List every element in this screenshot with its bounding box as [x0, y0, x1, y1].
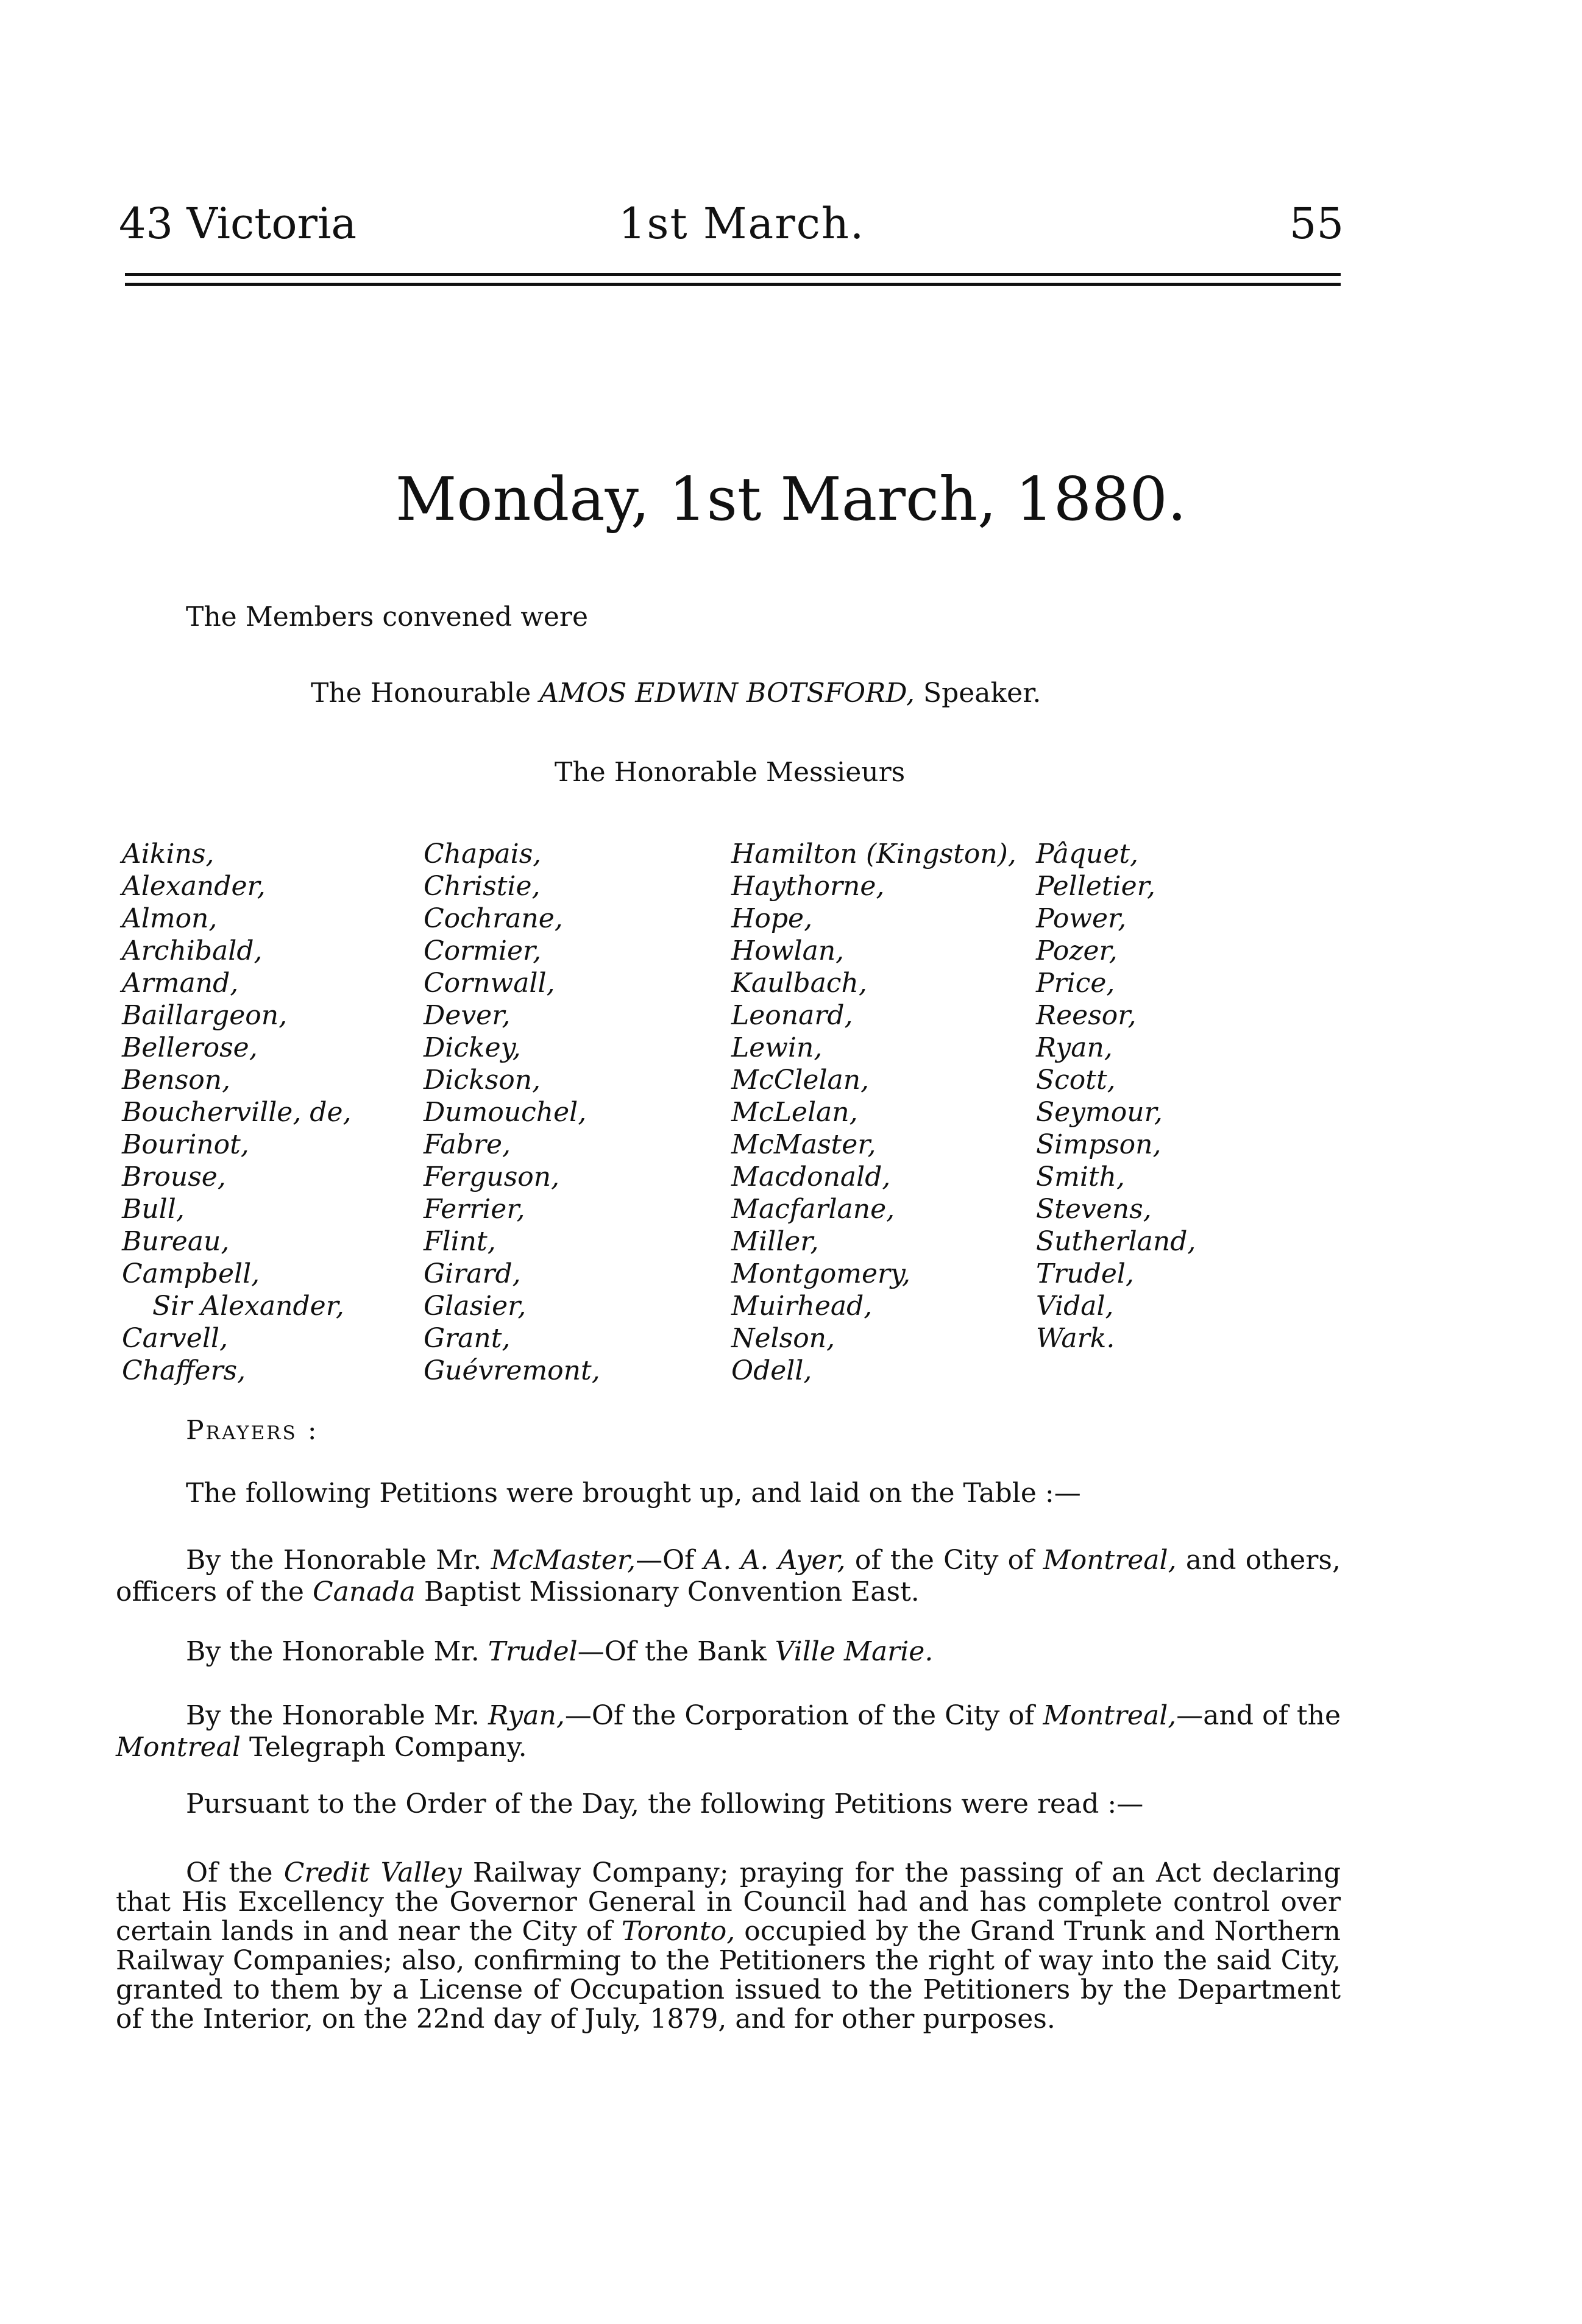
member-name: Pelletier, — [1036, 871, 1155, 902]
member-name: Flint, — [424, 1226, 496, 1257]
member-name: Guévremont, — [424, 1355, 600, 1386]
member-name: Girard, — [424, 1258, 521, 1289]
member-name: Aikins, — [122, 838, 215, 870]
member-name: Hamilton (Kingston), — [731, 838, 1016, 870]
petition-mcmaster — [116, 1545, 1341, 1608]
member-name: Nelson, — [731, 1323, 835, 1354]
member-name: Cornwall, — [424, 968, 555, 999]
members-column-2 — [424, 838, 600, 1387]
member-name: Pozer, — [1036, 935, 1118, 966]
speaker-prefix: The Honourable — [311, 678, 531, 709]
member-name: Price, — [1036, 968, 1115, 999]
messieurs-heading: The Honorable Messieurs — [555, 757, 906, 788]
member-name: Archibald, — [122, 935, 263, 966]
petition-text: —and of the — [1176, 1700, 1341, 1731]
convened-line: The Members convened were — [186, 601, 588, 632]
member-name: Macfarlane, — [731, 1194, 895, 1225]
member-name: Hope, — [731, 903, 813, 934]
petition-text: —Of the Bank — [577, 1636, 767, 1667]
petition-text: By the Honorable Mr. — [186, 1700, 480, 1731]
member-name: Ryan, — [1036, 1032, 1113, 1063]
senator-name: Ryan, — [488, 1700, 565, 1731]
petition-text: Railway Company; praying for the passing of an Act declaring that His Excellency the Governor General in Council had and has complete control over certain lands in and near the City of — [116, 1857, 1341, 1947]
member-name: Alexander, — [122, 871, 266, 902]
member-name: Brouse, — [122, 1161, 226, 1192]
member-name: Scott, — [1036, 1065, 1116, 1096]
member-name: Ferguson, — [424, 1161, 560, 1192]
company-name: Credit Valley — [283, 1857, 462, 1888]
member-name: Wark. — [1036, 1323, 1115, 1354]
member-name: Ferrier, — [424, 1194, 525, 1225]
member-name: Dickson, — [424, 1065, 541, 1096]
member-name: Cochrane, — [424, 903, 563, 934]
member-name: Fabre, — [424, 1129, 511, 1160]
petition-text: Telegraph Company. — [249, 1732, 527, 1763]
member-name: Pâquet, — [1036, 838, 1139, 870]
member-name: Kaulbach, — [731, 968, 867, 999]
member-name: Benson, — [122, 1065, 231, 1096]
member-name: Lewin, — [731, 1032, 823, 1063]
member-name: Bull, — [122, 1194, 185, 1225]
speaker-name: AMOS EDWIN BOTSFORD, — [539, 678, 915, 709]
bank-name: Ville Marie. — [775, 1636, 934, 1667]
members-column-1 — [122, 838, 352, 1387]
member-name: Miller, — [731, 1226, 819, 1257]
member-name: McClelan, — [731, 1065, 870, 1096]
member-name: Armand, — [122, 968, 239, 999]
petition-text: By the Honorable Mr. — [186, 1636, 480, 1667]
member-name: Macdonald, — [731, 1161, 891, 1192]
page-number: 55 — [1289, 199, 1344, 249]
petition-text: Of the — [186, 1857, 273, 1888]
member-name: Chaffers, — [122, 1355, 246, 1386]
prayers-heading: Prayers : — [186, 1415, 319, 1446]
members-column-4 — [1036, 838, 1196, 1355]
member-name: Dumouchel, — [424, 1097, 587, 1128]
member-name: Reesor, — [1036, 1000, 1137, 1031]
place-name: Canada — [312, 1576, 416, 1607]
petitioner-name: A. A. Ayer, — [703, 1545, 846, 1576]
place-name: Montreal, — [1043, 1545, 1177, 1576]
member-name: Leonard, — [731, 1000, 853, 1031]
header-date: 1st March. — [619, 199, 865, 249]
member-name: Christie, — [424, 871, 541, 902]
member-name: Bourinot, — [122, 1129, 249, 1160]
member-name: Glasier, — [424, 1291, 527, 1322]
member-name: Bellerose, — [122, 1032, 258, 1063]
member-name: Seymour, — [1036, 1097, 1163, 1128]
member-name: Sutherland, — [1036, 1226, 1196, 1257]
place-name: Montreal — [116, 1732, 241, 1763]
member-name: Odell, — [731, 1355, 812, 1386]
member-name: Carvell, — [122, 1323, 228, 1354]
order-of-day: Pursuant to the Order of the Day, the following Petitions were read :— — [186, 1788, 1144, 1819]
member-name: Grant, — [424, 1323, 511, 1354]
member-name: McLelan, — [731, 1097, 858, 1128]
senator-name: Trudel — [488, 1636, 578, 1667]
member-name: Montgomery, — [731, 1258, 911, 1289]
member-name: Dickey, — [424, 1032, 521, 1063]
member-name: Haythorne, — [731, 871, 885, 902]
petition-text: By the Honorable Mr. — [186, 1545, 482, 1576]
running-header — [119, 196, 1344, 251]
petition-text: Baptist Missionary Convention East. — [424, 1576, 920, 1607]
member-name: Sir Alexander, — [152, 1291, 344, 1322]
petition-text: of the City of — [854, 1545, 1034, 1576]
petition-credit-valley — [116, 1858, 1341, 2034]
member-name: Vidal, — [1036, 1291, 1114, 1322]
member-name: Smith, — [1036, 1161, 1125, 1192]
petitions-intro: The following Petitions were brought up, and laid on the Table :— — [186, 1478, 1081, 1509]
member-name: Stevens, — [1036, 1194, 1152, 1225]
member-name: Howlan, — [731, 935, 845, 966]
place-name: Montreal, — [1043, 1700, 1177, 1731]
member-name: Cormier, — [424, 935, 542, 966]
member-name: Baillargeon, — [122, 1000, 288, 1031]
speaker-suffix: Speaker. — [923, 678, 1041, 709]
petition-ryan — [116, 1700, 1341, 1763]
member-name: Trudel, — [1036, 1258, 1134, 1289]
member-name: Almon, — [122, 903, 218, 934]
page-title: Monday, 1st March, 1880. — [396, 465, 1186, 534]
members-column-3 — [731, 838, 1016, 1387]
member-name: Boucherville, de, — [122, 1097, 352, 1128]
petition-text: and others, officers of the — [116, 1545, 1341, 1607]
member-name: Chapais, — [424, 838, 542, 870]
petition-text: —Of — [636, 1545, 695, 1576]
header-rule-bottom — [125, 283, 1341, 286]
header-rule-top — [125, 273, 1341, 276]
member-name: Simpson, — [1036, 1129, 1162, 1160]
session-label: 43 Victoria — [119, 199, 357, 249]
member-name: Muirhead, — [731, 1291, 873, 1322]
member-name: Campbell, — [122, 1258, 260, 1289]
petition-trudel — [186, 1636, 1341, 1668]
member-name: Dever, — [424, 1000, 511, 1031]
speaker-line — [311, 676, 1041, 710]
member-name: McMaster, — [731, 1129, 876, 1160]
member-name: Power, — [1036, 903, 1127, 934]
petition-text: occupied by the Grand Trunk and Northern Railway Companies; also, confirming to the Petitioners the right of way into the said City, granted to them by a License of Occupation issued to the Petitioners by the Department of the Interior, on the 22nd day of July, 1879, and for other purposes. — [116, 1916, 1341, 2035]
senator-name: McMaster, — [491, 1545, 636, 1576]
place-name: Toronto, — [621, 1916, 736, 1947]
petition-text: —Of the Corporation of the City of — [564, 1700, 1035, 1731]
member-name: Bureau, — [122, 1226, 230, 1257]
